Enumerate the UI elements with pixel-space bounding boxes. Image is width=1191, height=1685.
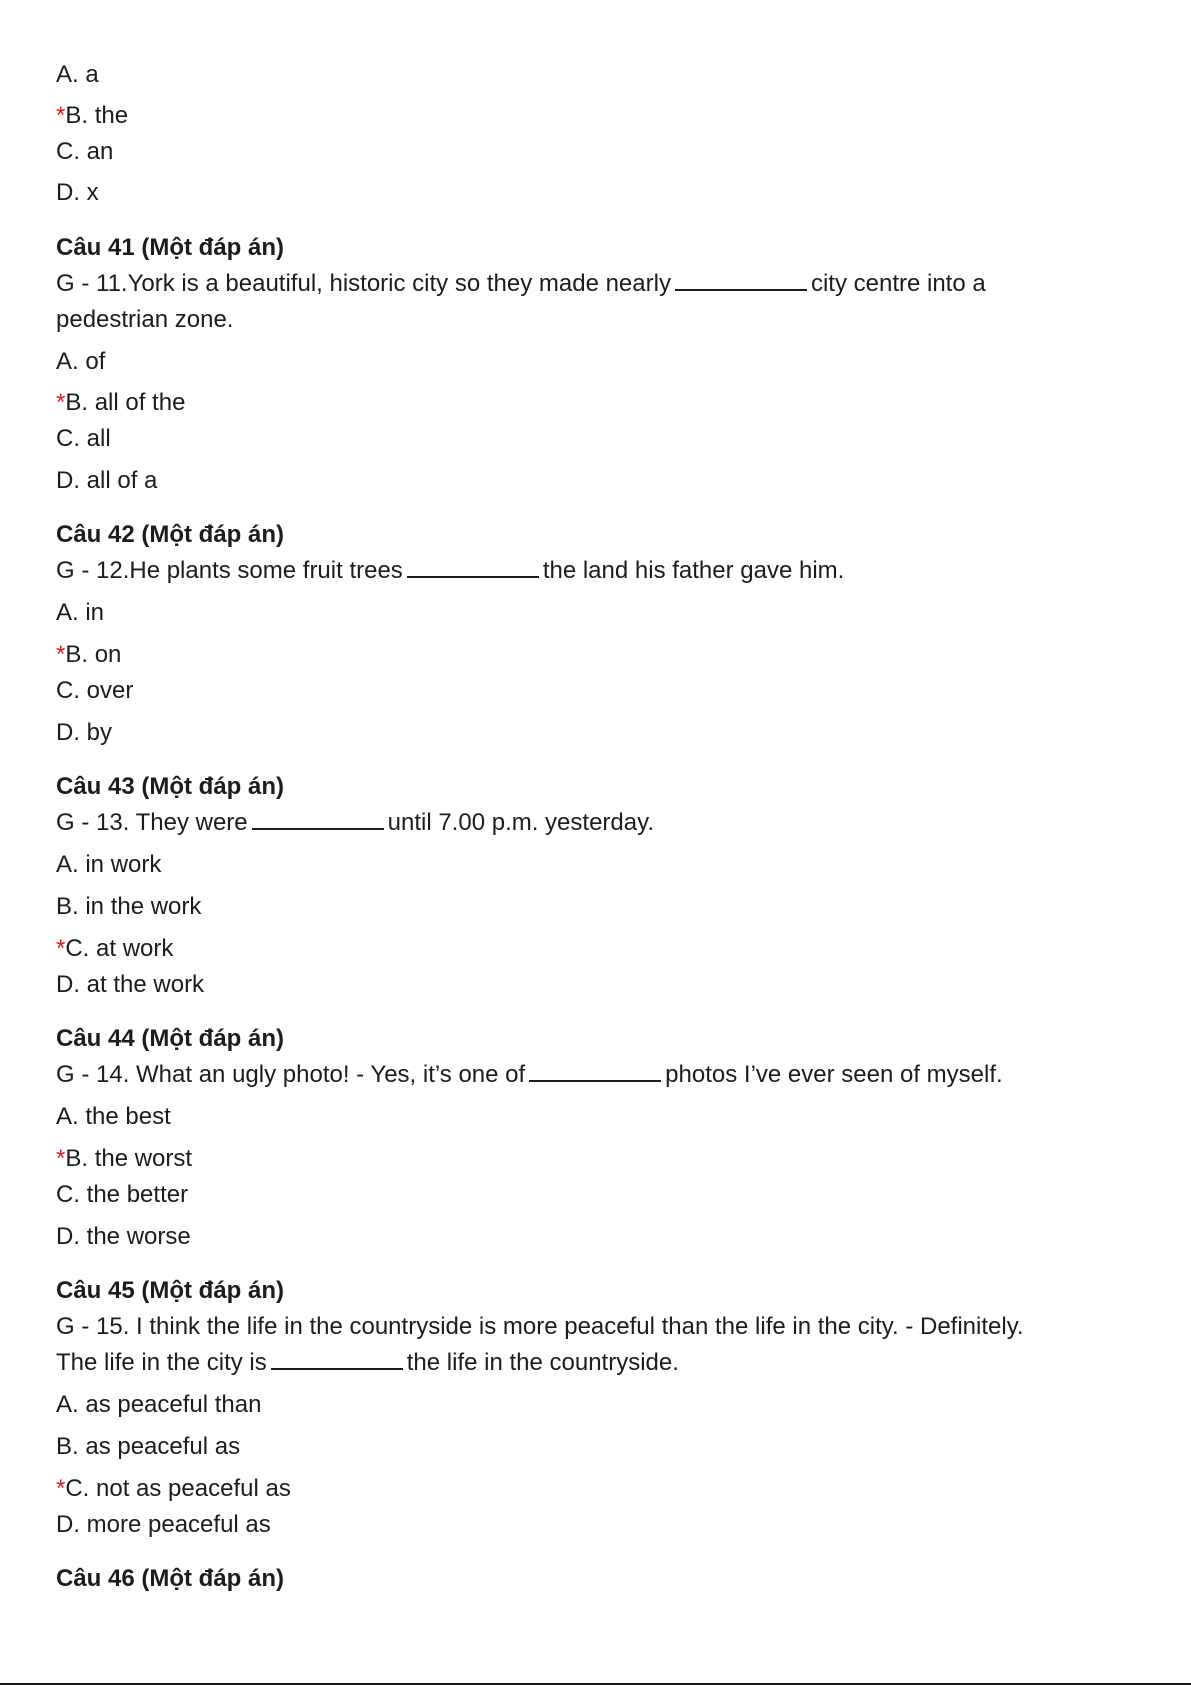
answer-blank (271, 1350, 403, 1370)
question-title: Câu 46 (Một đáp án) (56, 1565, 285, 1592)
correct-marker: * (56, 935, 66, 962)
option-d: D. at the work (56, 971, 205, 998)
correct-marker: * (56, 102, 66, 129)
question-prompt: G - 12.He plants some fruit trees the land his father gave him. (56, 557, 845, 584)
option-d: D. x (56, 179, 99, 206)
answer-blank (252, 810, 384, 830)
option-c: C. over (56, 677, 134, 704)
option-a: A. in (56, 599, 105, 626)
option-c: C. all (56, 425, 111, 452)
correct-marker: * (56, 389, 66, 416)
option-c: C. the better (56, 1181, 189, 1208)
option-c-correct: *C. not as peaceful as (56, 1475, 291, 1502)
option-a: A. a (56, 61, 99, 88)
question-title: Câu 45 (Một đáp án) (56, 1277, 285, 1304)
option-a: A. the best (56, 1103, 171, 1130)
answer-blank (529, 1062, 661, 1082)
correct-marker: * (56, 1475, 66, 1502)
option-d: D. more peaceful as (56, 1511, 271, 1538)
option-c-correct: *C. at work (56, 935, 174, 962)
correct-marker: * (56, 1145, 66, 1172)
question-title: Câu 43 (Một đáp án) (56, 773, 285, 800)
option-b-correct: *B. all of the (56, 389, 186, 416)
question-title: Câu 44 (Một đáp án) (56, 1025, 285, 1052)
option-a: A. as peaceful than (56, 1391, 262, 1418)
option-d: D. all of a (56, 467, 158, 494)
option-d: D. the worse (56, 1223, 191, 1250)
question-prompt-cont: pedestrian zone. (56, 306, 234, 333)
option-a: A. in work (56, 851, 162, 878)
answer-blank (407, 558, 539, 578)
option-a: A. of (56, 348, 106, 375)
question-title: Câu 41 (Một đáp án) (56, 234, 285, 261)
question-prompt: G - 14. What an ugly photo! - Yes, it’s one of photos I’ve ever seen of myself. (56, 1061, 1003, 1088)
question-prompt-cont: The life in the city is the life in the countryside. (56, 1349, 679, 1376)
question-prompt: G - 15. I think the life in the countryside is more peaceful than the life in the city. - Definitely. (56, 1313, 1024, 1340)
option-b-correct: *B. on (56, 641, 122, 668)
question-title: Câu 42 (Một đáp án) (56, 521, 285, 548)
option-b-correct: *B. the (56, 102, 129, 129)
question-prompt: G - 13. They were until 7.00 p.m. yesterday. (56, 809, 654, 836)
option-b: B. in the work (56, 893, 202, 920)
correct-marker: * (56, 641, 66, 668)
question-prompt: G - 11.York is a beautiful, historic city so they made nearly city centre into a (56, 270, 986, 297)
option-b: B. as peaceful as (56, 1433, 241, 1460)
option-b-correct: *B. the worst (56, 1145, 193, 1172)
option-c: C. an (56, 138, 114, 165)
option-d: D. by (56, 719, 113, 746)
answer-blank (675, 271, 807, 291)
